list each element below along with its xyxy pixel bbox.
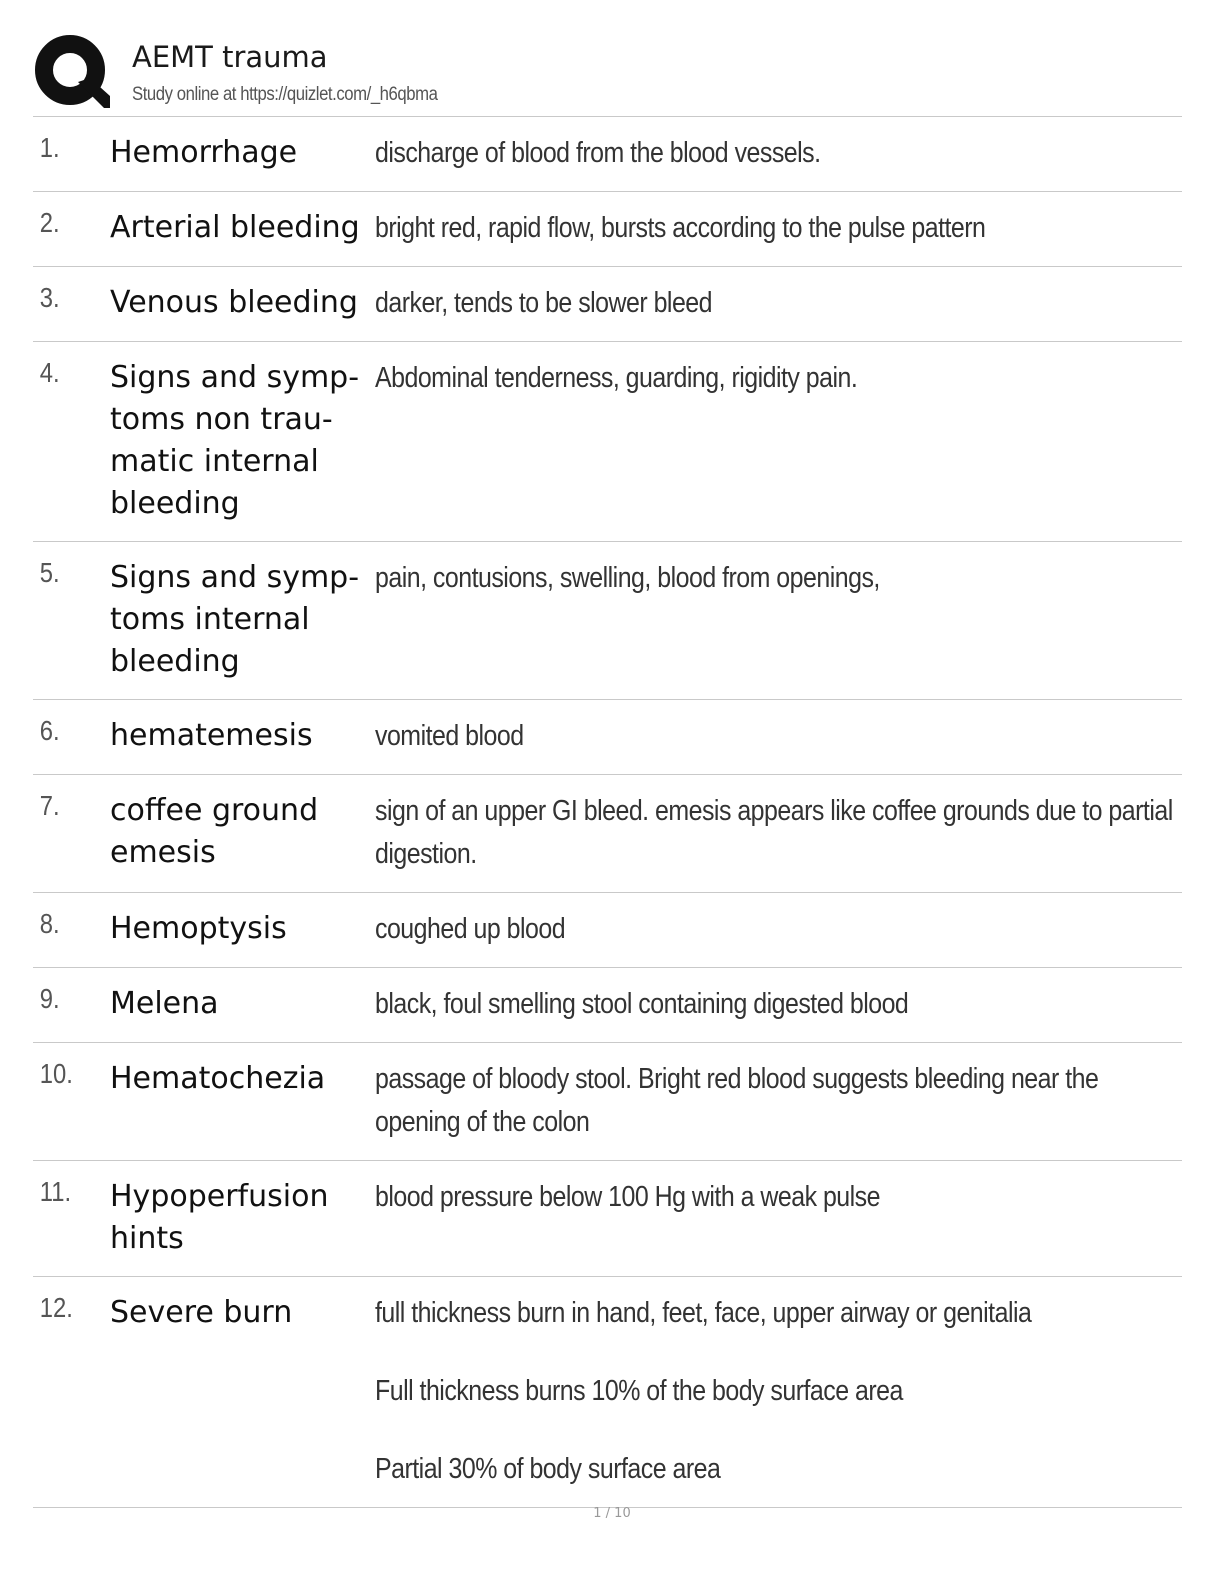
term: Hemoptysis: [110, 911, 287, 946]
definition-text: Full thickness burns 10% of the body surface area: [375, 1375, 903, 1407]
row-number: 1.: [39, 132, 60, 163]
definition: [375, 1058, 1182, 1144]
table-row: [33, 1043, 1182, 1161]
flashcard-table: [33, 116, 1182, 1508]
document-header: [34, 34, 1184, 114]
row-number: 3.: [39, 282, 60, 313]
quizlet-logo-icon: [34, 34, 110, 110]
table-row: [33, 1277, 1182, 1508]
definition-text: vomited blood: [375, 720, 524, 752]
table-row: [33, 117, 1182, 192]
definition: [375, 1176, 1182, 1260]
definition: [375, 207, 1182, 250]
table-row: [33, 700, 1182, 775]
row-number: 11.: [39, 1176, 72, 1207]
table-row: [33, 267, 1182, 342]
definition-text: full thickness burn in hand, feet, face, upper airway or genitalia: [375, 1297, 1032, 1329]
table-row: [33, 775, 1182, 893]
term: Hemorrhage: [110, 135, 298, 170]
definition-text: Abdominal tenderness, guarding, rigidity pain.: [375, 362, 858, 394]
term: Hypoperfusion hints: [110, 1179, 329, 1256]
definition: [375, 557, 1182, 683]
definition-text: black, foul smelling stool containing digested blood: [375, 988, 909, 1020]
term: Signs and symp-toms non trau-matic internal bleeding: [110, 360, 360, 521]
table-row: [33, 893, 1182, 968]
definition-text: discharge of blood from the blood vessels.: [375, 137, 821, 169]
term: Hematochezia: [110, 1061, 326, 1096]
term: Melena: [110, 986, 219, 1021]
table-row: [33, 192, 1182, 267]
row-number: 5.: [39, 557, 60, 588]
term: coffee ground emesis: [110, 793, 319, 870]
document-title: AEMT trauma: [132, 40, 328, 74]
definition: [375, 357, 1182, 525]
definition-text: coughed up blood: [375, 913, 566, 945]
definition-text: sign of an upper GI bleed. emesis appears like coffee grounds due to partial digestion.: [375, 795, 1173, 870]
definition: [375, 908, 1182, 951]
row-number: 8.: [39, 908, 60, 939]
page-number: 1 / 10: [593, 1506, 631, 1521]
term: Venous bleeding: [110, 285, 358, 320]
table-row: [33, 968, 1182, 1043]
definition-text: passage of bloody stool. Bright red blood suggests bleeding near the opening of the colon: [375, 1063, 1099, 1138]
row-number: 7.: [39, 790, 60, 821]
row-number: 12.: [39, 1292, 73, 1323]
table-row: [33, 342, 1182, 542]
definition-text: Partial 30% of body surface area: [375, 1453, 721, 1485]
definition: [375, 132, 1182, 175]
row-number: 2.: [39, 207, 60, 238]
table-row: [33, 1161, 1182, 1277]
definition-text: darker, tends to be slower bleed: [375, 287, 713, 319]
definition-text: blood pressure below 100 Hg with a weak pulse: [375, 1181, 880, 1213]
table-row: [33, 542, 1182, 700]
row-number: 4.: [39, 357, 60, 388]
term: hematemesis: [110, 718, 313, 753]
definition: [375, 790, 1182, 876]
term: Signs and symp-toms internal bleeding: [110, 560, 360, 679]
term: Severe burn: [110, 1295, 293, 1330]
term: Arterial bleeding: [110, 210, 360, 245]
definition: [375, 715, 1182, 758]
definition-text: bright red, rapid flow, bursts according to the pulse pattern: [375, 212, 986, 244]
row-number: 9.: [39, 983, 60, 1014]
study-url: Study online at https://quizlet.com/_h6qbma: [132, 84, 438, 105]
row-number: 10.: [39, 1058, 73, 1089]
definition: [375, 1292, 1182, 1491]
definition-text: pain, contusions, swelling, blood from openings,: [375, 562, 880, 594]
definition: [375, 983, 1182, 1026]
row-number: 6.: [39, 715, 60, 746]
definition: [375, 282, 1182, 325]
